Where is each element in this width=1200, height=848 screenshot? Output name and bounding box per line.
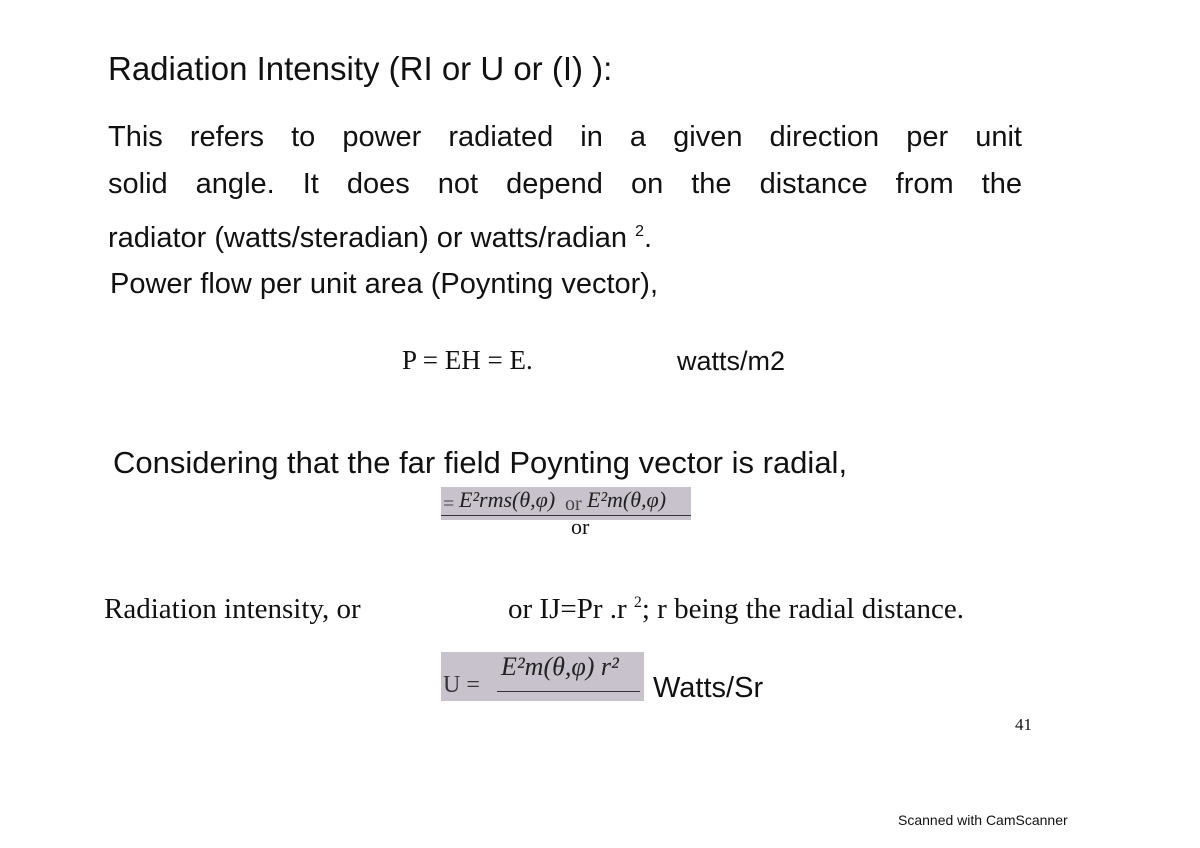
considering-text: Considering that the far field Poynting vector is radial, [113, 445, 848, 480]
fraction-rule [441, 515, 691, 516]
paragraph-line-3-sup: 2 [635, 223, 644, 240]
fraction-equals: = [443, 493, 455, 515]
fraction-right-term: E²m(θ,φ) [587, 487, 667, 512]
radiation-intensity-label: Radiation intensity, or [104, 593, 361, 625]
slide-title: Radiation Intensity (RI or U or (I) ): [108, 50, 613, 87]
u-formula-lhs: U = [443, 672, 480, 698]
fraction-left-term: E²rms(θ,φ) [459, 487, 556, 512]
poynting-equation: P = EH = E. [402, 345, 533, 375]
paragraph-line-3 [108, 208, 1022, 262]
u-formula-numerator: E²m(θ,φ) r² [501, 652, 619, 681]
u-formula-unit: Watts/Sr [653, 672, 764, 704]
fraction-formula-image [441, 487, 691, 520]
ri-expr: or IJ=Pr .r [508, 593, 627, 625]
scanner-watermark: Scanned with CamScanner [898, 812, 1068, 828]
power-flow-text: Power flow per unit area (Poynting vector), [110, 268, 659, 300]
paragraph-line-3-end: . [643, 222, 652, 255]
or-below-formula: or [571, 514, 590, 539]
ri-rest: ; r being the radial distance. [641, 593, 964, 625]
u-formula-rule [497, 691, 640, 692]
ri-sup: 2 [633, 593, 642, 611]
fraction-or: or [565, 493, 582, 515]
paragraph-line-2: solid angle. It does not depend on the distance from the [108, 168, 1022, 200]
paragraph-line-3-text: radiator (watts/steradian) or watts/radian [108, 222, 627, 255]
poynting-equation-unit: watts/m2 [677, 346, 786, 376]
radiation-intensity-expression [508, 593, 964, 626]
definition-paragraph [108, 114, 1022, 262]
u-formula-image [441, 652, 644, 701]
paragraph-line-1: This refers to power radiated in a given direction per unit [108, 121, 1022, 153]
page-number: 41 [1015, 715, 1032, 734]
